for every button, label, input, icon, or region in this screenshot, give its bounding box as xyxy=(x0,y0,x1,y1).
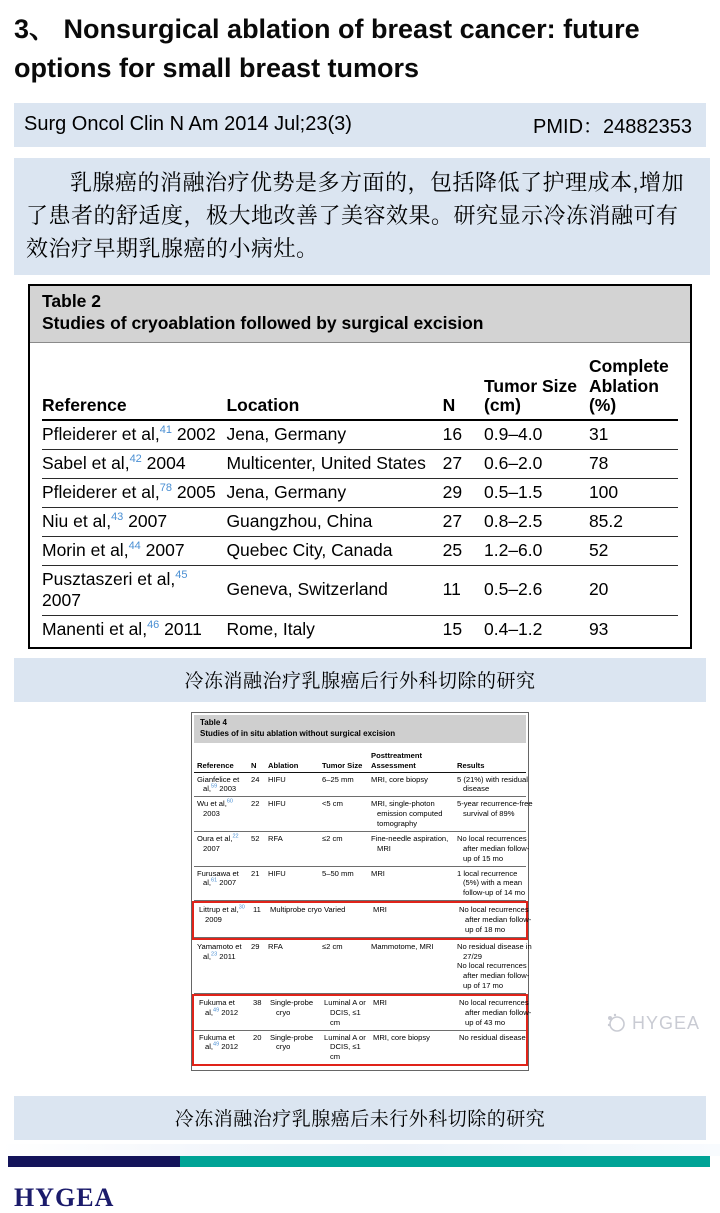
caption-bottom: 冷冻消融治疗乳腺癌后未行外科切除的研究 xyxy=(14,1096,706,1140)
col-results: Results xyxy=(457,760,485,770)
table4-subtitle: Studies of in situ ablation without surgical excision xyxy=(200,728,396,738)
citation-superscript: 41 xyxy=(159,423,172,436)
ablation-cell: HIFU xyxy=(268,868,286,878)
n-cell: 24 xyxy=(251,774,260,784)
results-cell: No local recurrences after median follow-up of 43 mo xyxy=(459,997,532,1027)
n-cell: 29 xyxy=(251,941,260,951)
table2-row xyxy=(42,449,678,478)
reference-cell: Gianfelice et al,$^{59}$ 2003 xyxy=(197,774,240,794)
table2-row xyxy=(42,420,678,450)
tumor-size-cell: ≤2 cm xyxy=(322,941,343,951)
table2-figure xyxy=(28,284,692,649)
tumor-size-cell: 0.5–1.5 xyxy=(484,478,589,507)
col-ablation: Ablation xyxy=(268,760,299,770)
assessment-cell: MRI xyxy=(371,868,385,878)
citation-superscript: 49 xyxy=(213,1007,220,1014)
results-secondary: No local recurrences after median follow-up of 17 mo xyxy=(457,961,530,991)
tumor-size-cell: 6–25 mm xyxy=(322,774,354,784)
table4-rows xyxy=(194,773,533,1066)
table4-row xyxy=(194,797,533,832)
table4-row xyxy=(194,996,532,1031)
reference-cell: Fukuma et al,$^{49}$ 2012 xyxy=(199,1032,239,1052)
n-cell: 38 xyxy=(253,997,262,1007)
tumor-size-cell: 1.2–6.0 xyxy=(484,536,589,565)
footer-bar xyxy=(8,1156,710,1167)
n-cell: 20 xyxy=(253,1032,262,1042)
location-cell: Quebec City, Canada xyxy=(226,536,442,565)
results-cell: No residual disease in 27/29 No local recurrences after median follow-up of 17 mo xyxy=(457,942,535,991)
table4-figure xyxy=(191,712,533,1071)
reference-cell: Pfleiderer et al,$^{41}$ 2002 xyxy=(42,420,226,450)
table2-header-band xyxy=(30,286,690,343)
table2-row xyxy=(42,565,678,615)
citation-superscript: 59 xyxy=(211,783,218,790)
ablation-cell: 85.2 xyxy=(589,507,678,536)
results-cell: No residual disease xyxy=(459,1032,526,1042)
citation-superscript: 49 xyxy=(213,1041,220,1048)
location-cell: Rome, Italy xyxy=(226,618,315,639)
col-location: Location xyxy=(226,355,442,420)
citation-superscript: 23 xyxy=(211,950,218,957)
journal-bar xyxy=(14,103,706,147)
slide-title: 3、 Nonsurgical ablation of breast cancer: future options for small breast tumors xyxy=(14,14,640,84)
n-cell: 11 xyxy=(443,565,484,615)
tumor-size-cell: 0.5–2.6 xyxy=(484,565,589,615)
n-cell: 25 xyxy=(443,536,484,565)
reference-cell: Littrup et al,$^{30}$ 2009 xyxy=(199,904,245,924)
tumor-size-cell: Luminal A or DCIS, ≤1 cm xyxy=(324,1032,366,1062)
assessment-cell: MRI xyxy=(373,905,387,915)
table4-header-band xyxy=(194,715,526,744)
reference-cell: Wu et al,$^{60}$ 2003 xyxy=(197,798,233,819)
table2 xyxy=(42,355,678,647)
highlight-box xyxy=(192,994,532,1066)
table4-header-row xyxy=(194,751,526,772)
reference-cell: Pusztaszeri et al,$^{45}$ 2007 xyxy=(42,565,226,615)
table4-row xyxy=(194,867,526,902)
ablation-cell: 93 xyxy=(588,618,609,639)
results-cell: 5-year recurrence-free survival of 89% xyxy=(457,799,533,819)
reference-cell: Furusawa et al,$^{61}$ 2007 xyxy=(197,868,239,888)
location-cell: Jena, Germany xyxy=(226,420,442,450)
assessment-cell: MRI xyxy=(373,997,387,1007)
tumor-size-cell: 5–50 mm xyxy=(322,868,354,878)
reference-cell: Sabel et al,$^{42}$ 2004 xyxy=(42,449,226,478)
ablation-cell: RFA xyxy=(268,941,283,951)
table2-label: Table 2 xyxy=(42,291,102,312)
n-cell: 11 xyxy=(253,905,261,915)
n-cell: 22 xyxy=(251,799,260,809)
reference-cell: Oura et al,$^{22}$ 2007 xyxy=(197,833,239,853)
citation-superscript: 45 xyxy=(175,568,188,581)
col-complete-ablation: Complete Ablation (%) xyxy=(589,355,678,420)
col-tumor-size: Tumor Size xyxy=(322,760,363,770)
table2-row xyxy=(42,615,678,647)
col-posttreatment: Posttreatment Assessment xyxy=(371,751,423,770)
table2-body-area xyxy=(30,343,690,647)
citation-superscript: 61 xyxy=(211,877,218,884)
col-n: N xyxy=(251,760,257,770)
table2-rows xyxy=(42,420,678,647)
n-cell: 27 xyxy=(443,449,484,478)
n-cell: 16 xyxy=(443,420,484,450)
tumor-size-cell: 0.6–2.0 xyxy=(484,449,589,478)
footer-fade-strip xyxy=(0,1144,720,1156)
tumor-size-cell: Varied xyxy=(324,905,346,915)
assessment-cell: Mammotome, MRI xyxy=(371,941,434,951)
n-cell: 27 xyxy=(443,507,484,536)
table4-label: Table 4 xyxy=(200,717,227,727)
assessment-cell: Fine-needle aspiration, MRI xyxy=(371,833,449,853)
col-tumor-size: Tumor Size (cm) xyxy=(484,355,589,420)
col-n: N xyxy=(443,355,484,420)
assessment-cell: MRI, core biopsy xyxy=(373,1032,430,1042)
citation-superscript: 78 xyxy=(159,481,172,494)
highlight-box xyxy=(192,901,532,940)
reference-cell: Pfleiderer et al,$^{78}$ 2005 xyxy=(42,478,226,507)
hygea-logo-icon xyxy=(605,1012,627,1034)
n-cell: 21 xyxy=(251,868,260,878)
citation-superscript: 46 xyxy=(147,618,160,631)
brand-logo-text: HYGEA xyxy=(14,1183,115,1213)
reference-cell: Manenti et al,$^{46}$ 2011 xyxy=(42,618,202,639)
citation-superscript: 44 xyxy=(128,539,141,552)
ablation-cell: Multiprobe cryo xyxy=(270,905,322,915)
col-reference: Reference xyxy=(42,355,226,420)
table4-row xyxy=(194,832,530,867)
reference-cell: Fukuma et al,$^{49}$ 2012 xyxy=(199,997,239,1017)
footer-bar-navy xyxy=(8,1156,180,1167)
assessment-cell: MRI, core biopsy xyxy=(371,774,428,784)
citation-superscript: 22 xyxy=(232,833,239,840)
ablation-cell: RFA xyxy=(268,833,283,843)
table2-row xyxy=(42,507,678,536)
ablation-cell: 78 xyxy=(589,449,678,478)
tumor-size-cell: 0.9–4.0 xyxy=(484,420,589,450)
ablation-cell: 100 xyxy=(589,478,678,507)
results-cell: 1 local recurrence (5%) with a mean follow-up of 14 mo xyxy=(457,868,526,898)
ablation-cell: Single-probe cryo xyxy=(270,997,314,1017)
citation-superscript: 30 xyxy=(238,904,245,911)
ablation-cell: HIFU xyxy=(268,799,286,809)
table4-row xyxy=(194,773,526,798)
reference-cell: Morin et al,$^{44}$ 2007 xyxy=(42,536,226,565)
n-cell: 52 xyxy=(251,833,260,843)
watermark xyxy=(605,1012,700,1034)
ablation-cell: HIFU xyxy=(268,774,286,784)
tumor-size-cell: ≤2 cm xyxy=(322,833,343,843)
n-cell: 15 xyxy=(442,618,463,639)
watermark-text: HYGEA xyxy=(631,1012,700,1033)
results-cell: No local recurrences after median follow-up of 18 mo xyxy=(459,905,532,934)
tumor-size-cell: Luminal A or DCIS, ≤1 cm xyxy=(324,997,366,1027)
tumor-size-cell: <5 cm xyxy=(322,799,343,809)
table2-row xyxy=(42,536,678,565)
table2-subtitle: Studies of cryoablation followed by surgical excision xyxy=(42,313,484,334)
table2-header-row xyxy=(42,355,678,420)
tumor-size-cell: 0.4–1.2 xyxy=(484,618,543,639)
table2-row xyxy=(42,478,678,507)
footer-bar-teal xyxy=(180,1156,710,1167)
location-cell: Jena, Germany xyxy=(226,478,442,507)
reference-cell: Niu et al,$^{43}$ 2007 xyxy=(42,507,226,536)
table4-row xyxy=(194,903,532,938)
col-reference: Reference xyxy=(197,760,234,770)
summary-text: 乳腺癌的消融治疗优势是多方面的，包括降低了护理成本,增加了患者的舒适度，极大地改善了美容效果。研究显示冷冻消融可有效治疗早期乳腺癌的小病灶。 xyxy=(14,158,710,275)
results-cell: No local recurrences after median follow-up of 15 mo xyxy=(457,833,530,863)
assessment-cell: MRI, single-photon emission computed tomography xyxy=(371,799,443,829)
tumor-size-cell: 0.8–2.5 xyxy=(484,507,589,536)
citation-superscript: 43 xyxy=(111,510,124,523)
caption-top: 冷冻消融治疗乳腺癌后行外科切除的研究 xyxy=(14,658,706,702)
location-cell: Guangzhou, China xyxy=(226,507,442,536)
journal-citation: Surg Oncol Clin N Am 2014 Jul;23(3) xyxy=(24,113,352,136)
citation-superscript: 60 xyxy=(226,798,233,805)
citation-superscript: 42 xyxy=(129,452,142,465)
table4-row xyxy=(194,1031,526,1065)
pmid-label: PMID：24882353 xyxy=(533,116,692,139)
reference-cell: Yamamoto et al,$^{23}$ 2011 xyxy=(197,941,242,961)
ablation-cell: 52 xyxy=(589,536,678,565)
results-cell: 5 (21%) with residual disease xyxy=(457,774,528,794)
location-cell: Multicenter, United States xyxy=(226,449,442,478)
n-cell: 29 xyxy=(443,478,484,507)
ablation-cell: 31 xyxy=(589,420,678,450)
ablation-cell: 20 xyxy=(589,565,678,615)
location-cell: Geneva, Switzerland xyxy=(226,565,442,615)
table4-row xyxy=(194,940,532,994)
ablation-cell: Single-probe cryo xyxy=(270,1032,314,1052)
